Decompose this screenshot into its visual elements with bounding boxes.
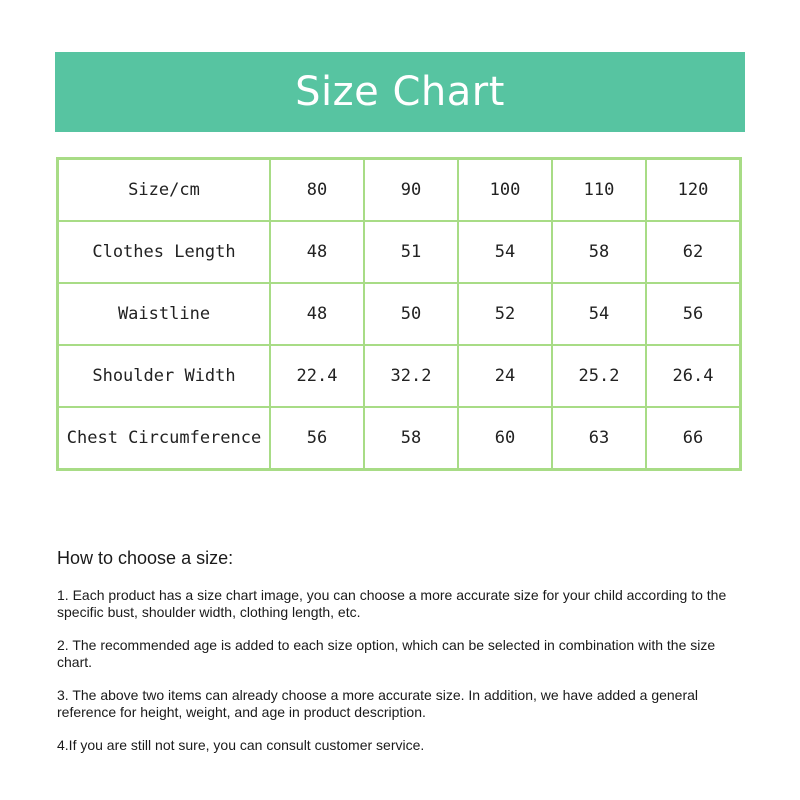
table-cell: 22.4 [270,345,364,407]
note-item: 2. The recommended age is added to each size option, which can be selected in combination with the size chart. [57,637,716,670]
table-cell: 63 [552,407,646,470]
table-cell: 25.2 [552,345,646,407]
table-cell: 120 [646,159,741,222]
row-label: Shoulder Width [58,345,271,407]
table-cell: 58 [364,407,458,470]
table-row [58,345,741,407]
table-cell: 50 [364,283,458,345]
table-cell: 60 [458,407,552,470]
table-cell: 62 [646,221,741,283]
table-cell: 90 [364,159,458,222]
table-row [58,221,741,283]
table-cell: 51 [364,221,458,283]
page-title: Size Chart [295,69,505,115]
table-cell: 56 [646,283,741,345]
table-cell: 56 [270,407,364,470]
notes-heading: How to choose a size: [57,548,234,568]
table-cell: 100 [458,159,552,222]
row-label: Clothes Length [58,221,271,283]
row-label: Chest Circumference [58,407,271,470]
table-cell: 66 [646,407,741,470]
table-cell: 58 [552,221,646,283]
table-cell: 26.4 [646,345,741,407]
row-label: Size/cm [58,159,271,222]
table-cell: 110 [552,159,646,222]
table-cell: 48 [270,283,364,345]
note-item: 3. The above two items can already choose a more accurate size. In addition, we have added a general reference for height, weight, and age in product description. [57,687,699,720]
table-cell: 80 [270,159,364,222]
table-row [58,159,741,222]
table-cell: 48 [270,221,364,283]
table-cell: 24 [458,345,552,407]
size-chart-banner [55,52,745,132]
note-item: 1. Each product has a size chart image, you can choose a more accurate size for your child according to the specific bust, shoulder width, clothing length, etc. [57,587,727,620]
row-label: Waistline [58,283,271,345]
table-cell: 54 [458,221,552,283]
table-row [58,283,741,345]
table-cell: 52 [458,283,552,345]
table-row [58,407,741,470]
size-guide-notes [57,548,747,770]
size-table [56,157,742,471]
note-item: 4.If you are still not sure, you can consult customer service. [57,737,425,753]
table-cell: 54 [552,283,646,345]
table-cell: 32.2 [364,345,458,407]
